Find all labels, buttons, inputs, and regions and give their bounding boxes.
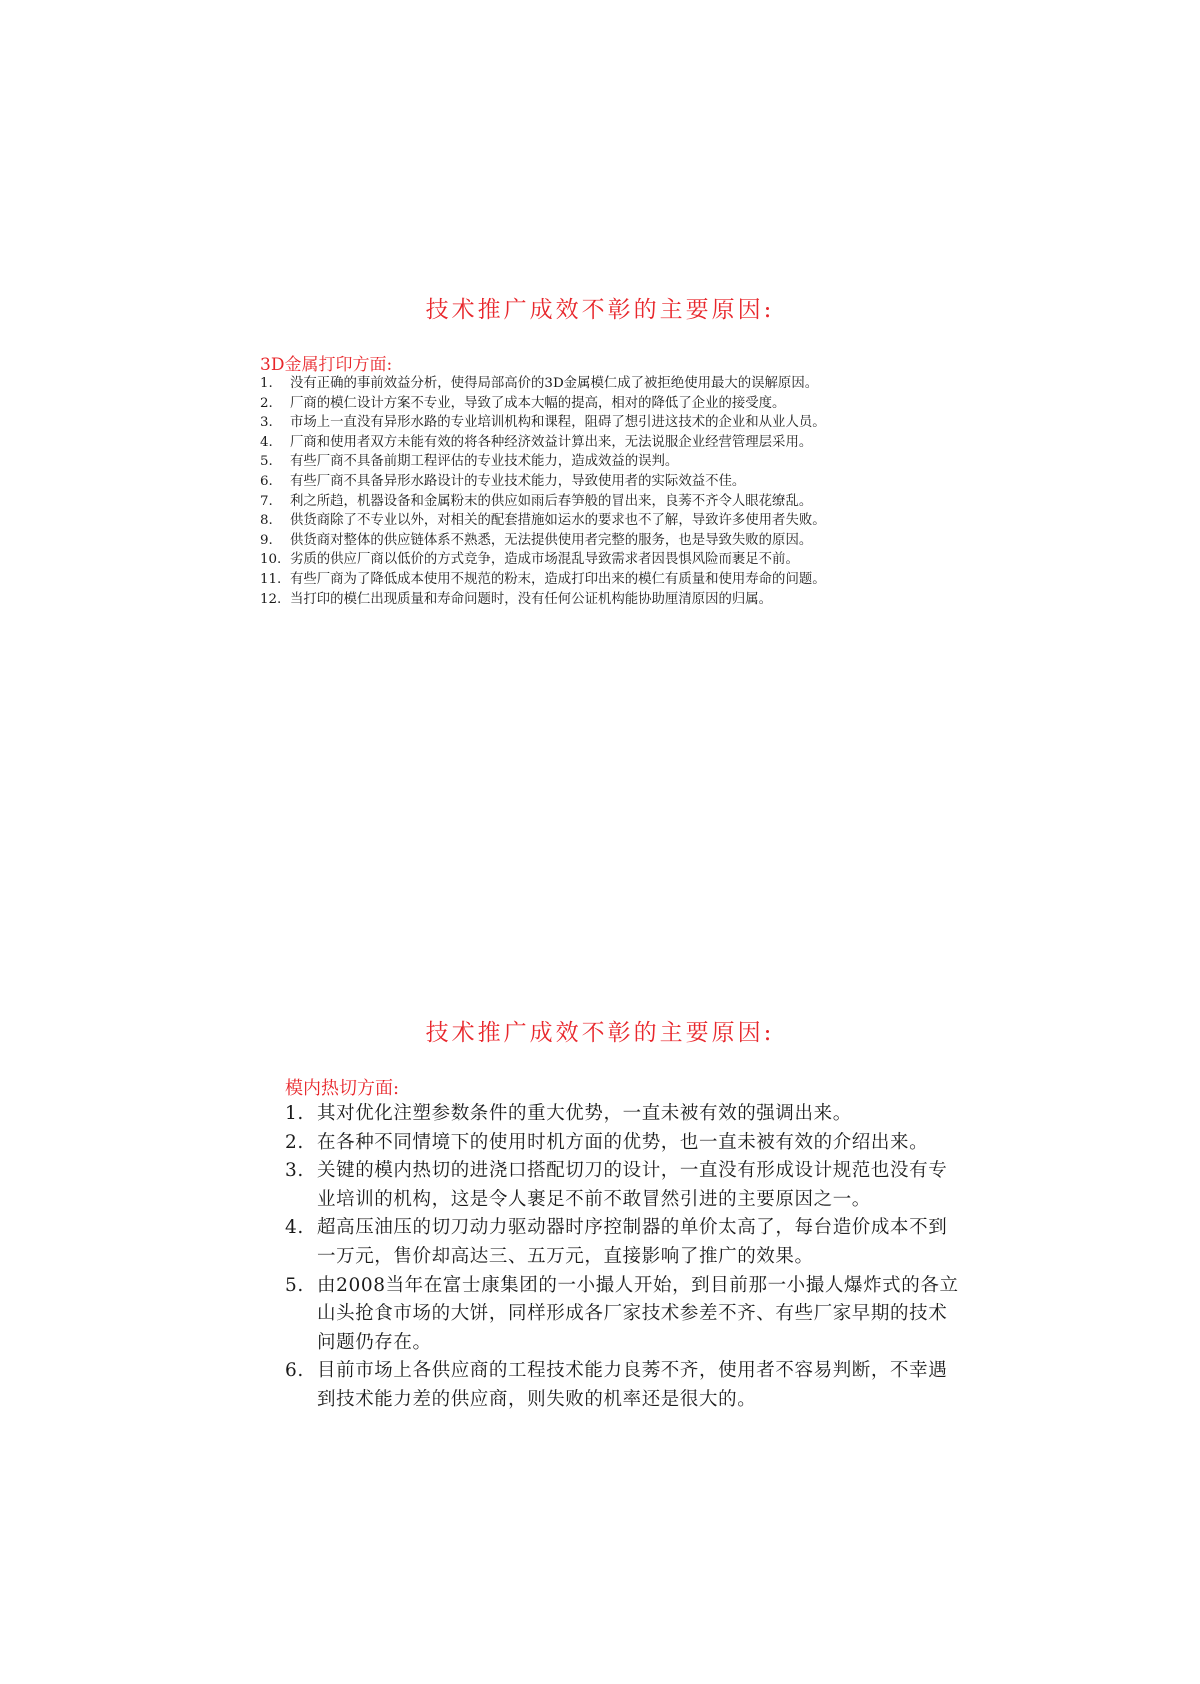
item-text: 供货商除了不专业以外，对相关的配套措施如运水的要求也不了解，导致许多使用者失败。 [290,513,826,529]
list-item [285,1100,965,1129]
list-item [260,492,1000,512]
item-number: 1. [285,1103,304,1124]
item-text: 劣质的供应厂商以低价的方式竞争，造成市场混乱导致需求者因畏惧风险而裹足不前。 [290,552,799,568]
list-item [285,1214,965,1271]
item-text: 在各种不同情境下的使用时机方面的优势，也一直未被有效的介绍出来。 [317,1131,929,1153]
item-text: 当打印的模仁出现质量和寿命问题时，没有任何公证机构能协助厘清原因的归属。 [290,591,773,607]
item-text: 由2008当年在富士康集团的一小撮人开始，到目前那一小撮人爆炸式的各立山头抢食市场的大饼，同样形成各厂家技术参差不齐、有些厂家早期的技术问题仍存在。 [317,1274,959,1353]
list-item [260,452,1000,472]
item-number: 6. [260,473,273,489]
section1-subtitle: 3D金属打印方面: [260,355,393,375]
item-text: 厂商的模仁设计方案不专业，导致了成本大幅的提高，相对的降低了企业的接受度。 [290,395,786,411]
item-number: 5. [285,1274,304,1296]
item-number: 12. [260,591,282,607]
item-number: 7. [260,493,273,509]
item-text: 其对优化注塑参数条件的重大优势，一直未被有效的强调出来。 [317,1103,852,1124]
list-item [285,1357,965,1414]
list-item [260,511,1000,531]
list-item [260,550,1000,570]
item-text: 超高压油压的切刀动力驱动器时序控制器的单价太高了，每台造价成本不到一万元，售价却高达三、五万元，直接影响了推广的效果。 [317,1217,948,1267]
item-number: 2. [285,1131,304,1153]
list-item [260,531,1000,551]
section2-list [285,1100,965,1415]
item-text: 没有正确的事前效益分析，使得局部高价的3D金属模仁成了被拒绝使用最大的误解原因。 [290,376,819,391]
section2-subtitle: 模内热切方面: [285,1078,400,1099]
item-number: 9. [260,532,273,548]
section1-list [260,374,1000,609]
item-text: 市场上一直没有异形水路的专业培训机构和课程，阻碍了想引进这技术的企业和从业人员。 [290,415,826,431]
item-text: 目前市场上各供应商的工程技术能力良莠不齐，使用者不容易判断，不幸遇到技术能力差的供应商，则失败的机率还是很大的。 [317,1360,948,1410]
item-number: 4. [260,434,273,450]
list-item [285,1157,965,1214]
item-number: 8. [260,513,273,529]
section2-title: 技术推广成效不彰的主要原因: [425,1020,775,1046]
list-item [260,433,1000,453]
section1-title: 技术推广成效不彰的主要原因: [425,297,775,323]
item-text: 厂商和使用者双方未能有效的将各种经济效益计算出来，无法说服企业经营管理层采用。 [290,434,813,450]
list-item [260,590,1000,610]
list-item [260,472,1000,492]
item-text: 有些厂商不具备前期工程评估的专业技术能力，造成效益的误判。 [290,454,679,470]
item-number: 4. [285,1217,304,1239]
item-text: 供货商对整体的供应链体系不熟悉，无法提供使用者完整的服务，也是导致失败的原因。 [290,532,813,548]
item-number: 6. [285,1360,304,1382]
list-item [260,374,1000,394]
item-text: 有些厂商为了降低成本使用不规范的粉末，造成打印出来的模仁有质量和使用寿命的问题。 [290,571,826,587]
item-text: 关键的模内热切的进浇口搭配切刀的设计，一直没有形成设计规范也没有专业培训的机构，这是令人裹足不前不敢冒然引进的主要原因之一。 [317,1160,948,1210]
item-text: 利之所趋，机器设备和金属粉末的供应如雨后春笋般的冒出来，良莠不齐令人眼花缭乱。 [290,493,813,509]
list-item [260,413,1000,433]
item-number: 11. [260,571,282,587]
item-number: 1. [260,376,273,391]
item-number: 2. [260,395,273,411]
list-item [285,1272,965,1358]
list-item [260,570,1000,590]
list-item [285,1129,965,1158]
item-text: 有些厂商不具备异形水路设计的专业技术能力，导致使用者的实际效益不佳。 [290,473,746,489]
list-item [260,394,1000,414]
item-number: 10. [260,552,282,568]
item-number: 5. [260,454,273,470]
item-number: 3. [260,415,273,431]
item-number: 3. [285,1160,304,1182]
